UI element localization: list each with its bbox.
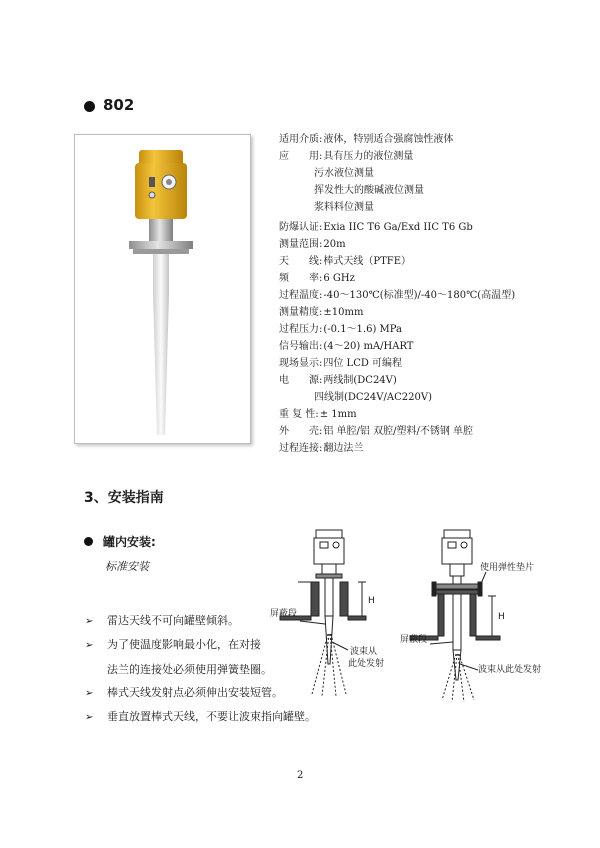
arrow-bullet-icon: ➢ xyxy=(85,712,94,723)
spec-value: -40～130℃(标准型)/-40～180℃(高温型) xyxy=(323,290,516,301)
spec-row-accuracy xyxy=(279,304,363,322)
spec-label: 外 壳: xyxy=(279,426,323,437)
arrow-bullet-icon: ➢ xyxy=(85,688,94,699)
left-h-label: H xyxy=(368,596,375,606)
product-photo xyxy=(74,134,251,444)
spec-label: 适用介质: xyxy=(279,134,323,145)
spec-row-repeatability xyxy=(279,406,357,424)
install-note-text: 为了使温度影响最小化，在对接 xyxy=(107,638,261,651)
spec-value: 翻边法兰 xyxy=(323,443,364,454)
model-title: 802 xyxy=(103,96,135,114)
spec-row-process-pressure xyxy=(279,321,402,339)
install-note-4 xyxy=(85,708,316,724)
spec-row-medium xyxy=(279,131,453,149)
arrow-bullet-icon: ➢ xyxy=(85,640,94,651)
spec-value: 铝 单腔/铝 双腔/塑料/不锈钢 单腔 xyxy=(323,426,474,437)
spec-value: 液体，特别适合强腐蚀性液体 xyxy=(323,134,454,145)
bullet-icon xyxy=(84,101,95,112)
install-note-text: 棒式天线发射点必须伸出安装短管。 xyxy=(107,686,283,699)
install-note-text: 雷达天线不可向罐壁倾斜。 xyxy=(107,614,239,627)
install-note-2-cont xyxy=(107,661,272,677)
spec-label: 电 源: xyxy=(279,375,323,386)
spec-row-power-2 xyxy=(279,389,432,407)
spec-label: 现场显示: xyxy=(279,358,323,369)
right-gasket-label: 使用弹性垫片 xyxy=(480,563,535,573)
spec-label: 信号输出: xyxy=(279,341,323,352)
spec-label: 天 线: xyxy=(279,256,323,267)
spec-label: 测量精度: xyxy=(279,307,323,318)
spec-row-application-3 xyxy=(279,182,424,200)
spec-value: (4～20) mA/HART xyxy=(323,341,414,352)
spec-row-application-4 xyxy=(279,199,374,217)
spec-row-process-temperature xyxy=(279,287,515,305)
spec-value: 四位 LCD 可编程 xyxy=(323,358,403,369)
spec-value: 四线制(DC24V/AC220V) xyxy=(314,392,432,403)
spec-label: 防爆认证: xyxy=(279,222,323,233)
spec-value: 6 GHz xyxy=(323,273,355,284)
spec-label: 应 用: xyxy=(279,151,323,162)
spec-label: 过程连接: xyxy=(279,443,323,454)
installation-diagram xyxy=(270,524,560,704)
spec-row-signal-output xyxy=(279,338,413,356)
spec-label: 过程温度: xyxy=(279,290,323,301)
install-note-1 xyxy=(85,612,239,628)
spec-value: 20m xyxy=(323,239,346,250)
left-beam-label-1: 波束从 xyxy=(350,647,378,657)
spec-row-application xyxy=(279,148,413,166)
section-title: 3、安装指南 xyxy=(84,490,164,506)
install-note-3 xyxy=(85,684,283,700)
spec-value: ± 1mm xyxy=(319,409,357,420)
spec-row-display xyxy=(279,355,402,373)
subsection-title: 罐内安装: xyxy=(103,535,156,549)
spec-row-housing xyxy=(279,423,473,441)
standard-install-note: 标准安装 xyxy=(105,560,149,573)
spec-value: 污水液位测量 xyxy=(314,168,374,179)
spec-value: (-0.1～1.6) MPa xyxy=(323,324,403,335)
page-number: 2 xyxy=(297,770,304,781)
spec-value: 浆料料位测量 xyxy=(314,202,374,213)
spec-value: 挥发性大的酸碱液位测量 xyxy=(314,185,424,196)
spec-label: 过程压力: xyxy=(279,324,323,335)
spec-row-ex-certification xyxy=(279,219,473,237)
right-h-label: H xyxy=(498,612,505,622)
install-note-text: 法兰的连接处必须使用弹簧垫圈。 xyxy=(107,663,272,676)
spec-value: 棒式天线（PTFE） xyxy=(323,256,412,267)
spec-label: 重 复 性: xyxy=(279,409,319,420)
spec-value: 两线制(DC24V) xyxy=(323,375,397,386)
installation-diagram-drawing xyxy=(270,524,560,704)
install-note-2 xyxy=(85,636,261,652)
spec-value: ±10mm xyxy=(323,307,364,318)
spec-value: 具有压力的液位测量 xyxy=(323,151,414,162)
spec-row-process-connection xyxy=(279,440,363,458)
bullet-icon xyxy=(84,537,93,546)
left-shield-label: 屏蔽段 xyxy=(270,609,298,619)
arrow-bullet-icon: ➢ xyxy=(85,616,94,627)
spec-label: 频 率: xyxy=(279,273,323,284)
radar-level-sensor-image xyxy=(75,135,250,443)
install-note-text: 垂直放置棒式天线，不要让波束指向罐壁。 xyxy=(107,710,316,723)
spec-row-antenna xyxy=(279,253,411,271)
right-shield-label: 屏蔽段 xyxy=(400,635,428,645)
spec-row-application-2 xyxy=(279,165,374,183)
spec-row-power xyxy=(279,372,397,390)
left-beam-label-2: 此处发射 xyxy=(348,659,385,669)
spec-row-range xyxy=(279,236,346,254)
spec-label: 测量范围: xyxy=(279,239,323,250)
spec-value: Exia IIC T6 Ga/Exd IIC T6 Gb xyxy=(323,222,473,233)
right-beam-label: 波束从此处发射 xyxy=(478,665,542,675)
spec-row-frequency xyxy=(279,270,355,288)
